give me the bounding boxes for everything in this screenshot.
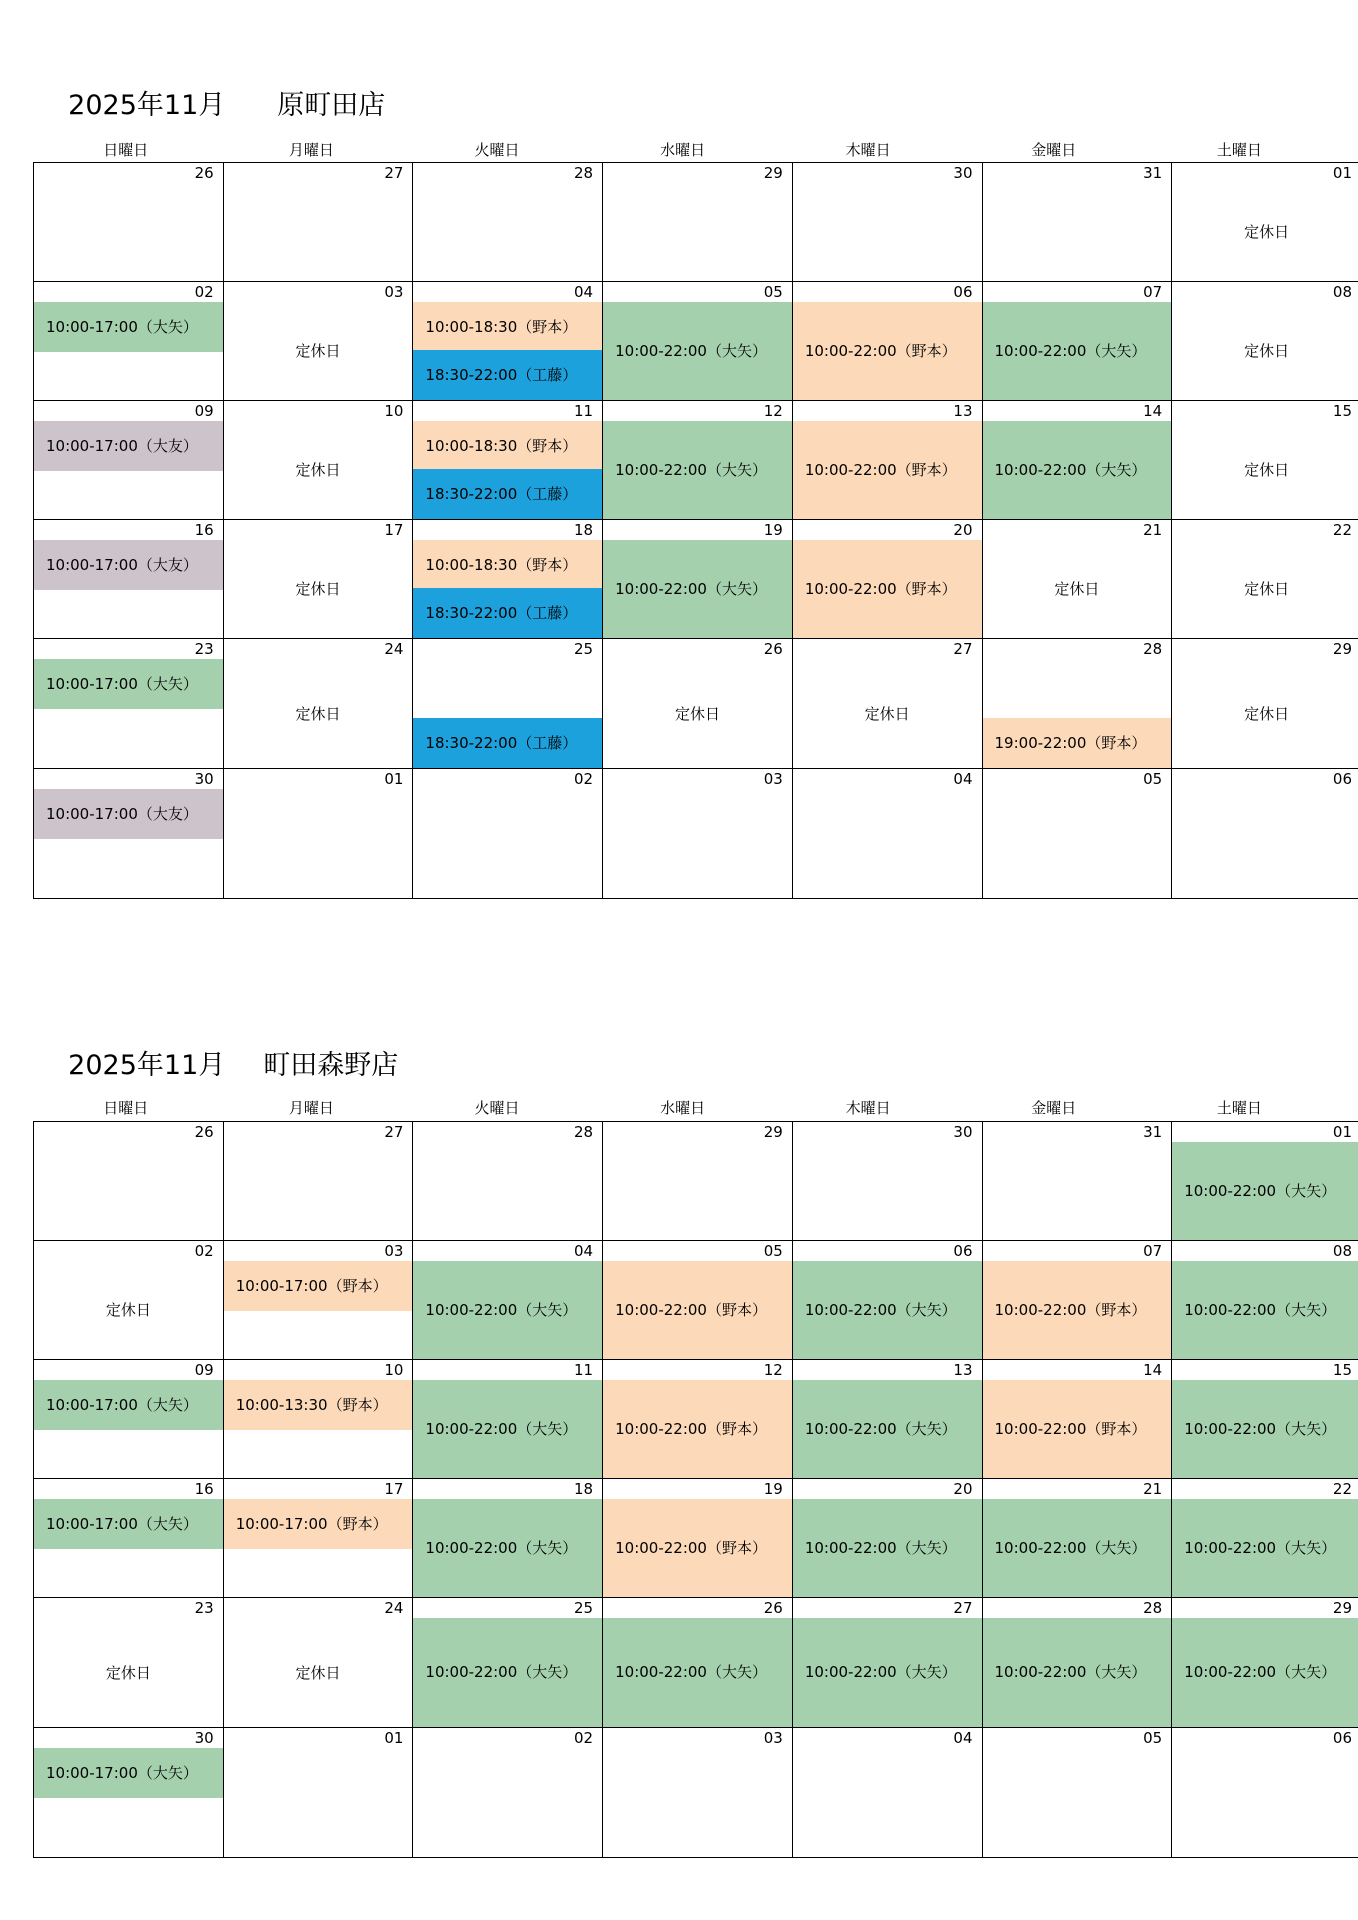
day-number: 11 (574, 402, 594, 420)
day-number: 22 (1332, 1480, 1352, 1498)
shift-block: 10:00-22:00（大矢） (413, 1261, 602, 1359)
shift-block: 10:00-17:00（大友） (34, 421, 223, 471)
calendar-day-cell[interactable] (982, 1241, 1172, 1360)
day-number: 18 (574, 1480, 594, 1498)
day-number: 18 (574, 521, 594, 539)
calendar-week-row (34, 769, 1358, 899)
calendar-week-row (34, 1241, 1358, 1360)
day-number: 15 (1332, 402, 1352, 420)
calendar-day-cell[interactable] (413, 639, 603, 769)
calendar-day-cell[interactable] (603, 1360, 793, 1479)
day-number: 03 (763, 1729, 783, 1747)
day-number: 08 (1332, 1242, 1352, 1260)
weekday-header: 月曜日 (288, 1099, 334, 1117)
day-number: 28 (574, 164, 594, 182)
calendar-day-cell[interactable] (603, 520, 793, 639)
calendar-week-row (34, 163, 1358, 282)
day-number: 28 (574, 1123, 594, 1141)
shift-block: 10:00-22:00（大矢） (413, 1618, 602, 1727)
calendar-day-cell[interactable] (792, 769, 982, 899)
day-number: 04 (574, 1242, 594, 1260)
shift-block: 10:00-22:00（大矢） (1172, 1499, 1358, 1597)
day-number: 02 (574, 1729, 594, 1747)
calendar-day-cell[interactable] (223, 520, 413, 639)
day-number: 20 (953, 521, 973, 539)
calendar-day-cell[interactable] (982, 1479, 1172, 1598)
day-number: 27 (953, 640, 973, 658)
day-number: 21 (1143, 1480, 1163, 1498)
calendar-store-name: 原町田店 (277, 90, 386, 121)
calendar-grid (33, 162, 1358, 899)
calendar-day-cell[interactable] (792, 1728, 982, 1858)
day-number: 31 (1143, 164, 1163, 182)
shift-block: 10:00-17:00（大矢） (34, 1380, 223, 1430)
calendar-day-cell[interactable] (1172, 769, 1358, 899)
day-number: 20 (953, 1480, 973, 1498)
day-number: 07 (1143, 1242, 1163, 1260)
calendar-day-cell[interactable] (223, 1360, 413, 1479)
calendar-day-cell[interactable] (34, 1479, 224, 1598)
day-number: 30 (194, 770, 214, 788)
calendar-day-cell[interactable] (413, 282, 603, 401)
shift-block: 10:00-17:00（大友） (34, 540, 223, 590)
weekday-header: 月曜日 (288, 141, 334, 159)
day-number: 19 (763, 521, 783, 539)
day-number: 04 (953, 1729, 973, 1747)
day-number: 28 (1143, 1599, 1163, 1617)
day-number: 17 (384, 1480, 404, 1498)
shift-block: 10:00-22:00（大矢） (603, 540, 792, 638)
day-number: 30 (953, 164, 973, 182)
calendar-day-cell[interactable] (792, 1122, 982, 1241)
weekday-header: 日曜日 (103, 1099, 149, 1117)
closed-day-label: 定休日 (295, 580, 341, 598)
day-number: 14 (1143, 1361, 1163, 1379)
calendar-day-cell[interactable] (223, 282, 413, 401)
calendar-day-cell[interactable] (413, 769, 603, 899)
day-number: 29 (763, 1123, 783, 1141)
calendar-day-cell[interactable] (1172, 520, 1358, 639)
day-number: 06 (953, 1242, 973, 1260)
calendar-day-cell[interactable] (34, 1241, 224, 1360)
closed-day-label: 定休日 (105, 1301, 151, 1319)
calendar-day-cell[interactable] (34, 401, 224, 520)
day-number: 03 (384, 1242, 404, 1260)
weekday-header: 火曜日 (474, 1099, 520, 1117)
day-number: 05 (763, 1242, 783, 1260)
calendar-store-name: 町田森野店 (263, 1050, 399, 1081)
shift-block: 10:00-22:00（大矢） (983, 302, 1172, 400)
day-number: 01 (1332, 164, 1352, 182)
calendar-day-cell[interactable] (34, 520, 224, 639)
shift-block: 10:00-22:00（野本） (793, 302, 982, 400)
calendar-day-cell[interactable] (34, 1360, 224, 1479)
day-number: 19 (763, 1480, 783, 1498)
weekday-header: 水曜日 (660, 141, 706, 159)
day-number: 02 (194, 283, 214, 301)
calendar-day-cell[interactable] (603, 282, 793, 401)
shift-block: 18:30-22:00（工藤） (413, 718, 602, 768)
closed-day-label: 定休日 (674, 704, 720, 723)
calendar-day-cell[interactable] (413, 1241, 603, 1360)
calendar-day-cell[interactable] (1172, 1728, 1358, 1858)
calendar-day-cell[interactable] (1172, 639, 1358, 769)
day-number: 14 (1143, 402, 1163, 420)
shift-block: 10:00-22:00（大矢） (1172, 1380, 1358, 1478)
calendar-day-cell[interactable] (413, 1598, 603, 1728)
calendar-day-cell[interactable] (982, 163, 1172, 282)
shift-block: 10:00-22:00（大矢） (983, 1618, 1172, 1727)
calendar-day-cell[interactable] (1172, 1598, 1358, 1728)
day-number: 17 (384, 521, 404, 539)
shift-block: 10:00-22:00（野本） (983, 1261, 1172, 1359)
day-number: 06 (1332, 770, 1352, 788)
calendar-day-cell[interactable] (792, 1360, 982, 1479)
calendar-day-cell[interactable] (413, 1122, 603, 1241)
calendar-day-cell[interactable] (223, 401, 413, 520)
calendar-week-row (34, 1122, 1358, 1241)
closed-day-label: 定休日 (295, 1663, 341, 1682)
shift-block: 10:00-22:00（大矢） (793, 1380, 982, 1478)
calendar-day-cell[interactable] (792, 163, 982, 282)
shift-block: 10:00-22:00（野本） (793, 540, 982, 638)
calendar-week-row (34, 401, 1358, 520)
closed-day-label: 定休日 (1244, 342, 1290, 360)
calendar-day-cell[interactable] (603, 1122, 793, 1241)
calendar-day-cell[interactable] (792, 1241, 982, 1360)
shift-block: 10:00-13:30（野本） (224, 1380, 413, 1430)
shift-block: 10:00-17:00（大矢） (34, 1748, 223, 1798)
closed-day-label: 定休日 (295, 461, 341, 479)
calendar-day-cell[interactable] (603, 1728, 793, 1858)
shift-block: 10:00-22:00（大矢） (983, 421, 1172, 519)
day-number: 29 (1332, 1599, 1352, 1617)
calendar-day-cell[interactable] (223, 1728, 413, 1858)
shift-block: 10:00-22:00（大矢） (1172, 1142, 1358, 1240)
shift-block: 10:00-22:00（大矢） (793, 1499, 982, 1597)
calendar-day-cell[interactable] (603, 769, 793, 899)
calendar-day-cell[interactable] (792, 639, 982, 769)
calendar-day-cell[interactable] (34, 1122, 224, 1241)
shift-block: 10:00-22:00（大矢） (603, 1618, 792, 1727)
shift-block: 10:00-22:00（大矢） (793, 1618, 982, 1727)
day-number: 07 (1143, 283, 1163, 301)
day-number: 10 (384, 1361, 404, 1379)
calendar-day-cell[interactable] (223, 1598, 413, 1728)
calendar-day-cell[interactable] (223, 163, 413, 282)
day-number: 01 (384, 1729, 404, 1747)
weekday-header: 土曜日 (1216, 1099, 1262, 1117)
day-number: 27 (953, 1599, 973, 1617)
day-number: 09 (194, 402, 214, 420)
calendar-day-cell[interactable] (982, 1598, 1172, 1728)
shift-block: 10:00-17:00（大矢） (34, 659, 223, 709)
calendar-day-cell[interactable] (223, 1241, 413, 1360)
closed-day-label: 定休日 (1054, 580, 1100, 598)
calendar-day-cell[interactable] (982, 769, 1172, 899)
shift-block: 10:00-17:00（大友） (34, 789, 223, 839)
day-number: 23 (194, 640, 214, 658)
shift-block: 18:30-22:00（工藤） (413, 350, 602, 400)
day-number: 05 (763, 283, 783, 301)
day-number: 05 (1143, 1729, 1163, 1747)
calendar-grid (33, 1121, 1358, 1858)
day-number: 24 (384, 640, 404, 658)
calendar-day-cell[interactable] (223, 769, 413, 899)
calendar-day-cell[interactable] (982, 639, 1172, 769)
calendar-day-cell[interactable] (982, 1122, 1172, 1241)
calendar-day-cell[interactable] (34, 639, 224, 769)
day-number: 12 (763, 1361, 783, 1379)
calendar-week-row (34, 282, 1358, 401)
closed-day-label: 定休日 (295, 704, 341, 723)
shift-block: 10:00-22:00（野本） (603, 1380, 792, 1478)
day-number: 04 (574, 283, 594, 301)
day-number: 26 (194, 164, 214, 182)
day-number: 12 (763, 402, 783, 420)
shift-block: 10:00-17:00（大矢） (34, 1499, 223, 1549)
calendar-day-cell[interactable] (34, 282, 224, 401)
shift-block: 10:00-17:00（野本） (224, 1261, 413, 1311)
day-number: 27 (384, 1123, 404, 1141)
shift-block: 10:00-22:00（大矢） (1172, 1261, 1358, 1359)
shift-block: 10:00-22:00（野本） (793, 421, 982, 519)
day-number: 28 (1143, 640, 1163, 658)
day-number: 26 (194, 1123, 214, 1141)
calendar-day-cell[interactable] (603, 1479, 793, 1598)
day-number: 11 (574, 1361, 594, 1379)
day-number: 16 (194, 521, 214, 539)
day-number: 29 (763, 164, 783, 182)
shift-block: 19:00-22:00（野本） (983, 718, 1172, 768)
day-number: 15 (1332, 1361, 1352, 1379)
shift-block: 10:00-22:00（大矢） (603, 302, 792, 400)
day-number: 30 (194, 1729, 214, 1747)
calendar-day-cell[interactable] (34, 163, 224, 282)
day-number: 24 (384, 1599, 404, 1617)
day-number: 01 (384, 770, 404, 788)
shift-block: 10:00-22:00（野本） (603, 1499, 792, 1597)
day-number: 30 (953, 1123, 973, 1141)
day-number: 05 (1143, 770, 1163, 788)
calendar-day-cell[interactable] (34, 769, 224, 899)
shift-block: 10:00-22:00（大矢） (603, 421, 792, 519)
calendar-day-cell[interactable] (792, 401, 982, 520)
day-number: 23 (194, 1599, 214, 1617)
shift-block: 10:00-17:00（大矢） (34, 302, 223, 352)
shift-block: 10:00-22:00（大矢） (793, 1261, 982, 1359)
closed-day-label: 定休日 (1244, 461, 1290, 479)
shift-block: 18:30-22:00（工藤） (413, 588, 602, 638)
day-number: 03 (763, 770, 783, 788)
weekday-header: 木曜日 (845, 1099, 891, 1117)
day-number: 03 (384, 283, 404, 301)
calendar-week-row (34, 520, 1358, 639)
day-number: 25 (574, 1599, 594, 1617)
shift-block: 10:00-18:30（野本） (413, 302, 602, 352)
shift-block: 10:00-22:00（大矢） (413, 1380, 602, 1478)
shift-block: 18:30-22:00（工藤） (413, 469, 602, 519)
calendar-day-cell[interactable] (1172, 1479, 1358, 1598)
day-number: 06 (1332, 1729, 1352, 1747)
weekday-header: 日曜日 (103, 141, 149, 159)
calendar-day-cell[interactable] (223, 639, 413, 769)
shift-block: 10:00-22:00（大矢） (983, 1499, 1172, 1597)
shift-block: 10:00-22:00（大矢） (1172, 1618, 1358, 1727)
day-number: 29 (1332, 640, 1352, 658)
shift-block: 10:00-18:30（野本） (413, 540, 602, 590)
weekday-header: 金曜日 (1031, 141, 1077, 159)
day-number: 22 (1332, 521, 1352, 539)
shift-block: 10:00-22:00（野本） (603, 1261, 792, 1359)
weekday-header: 水曜日 (660, 1099, 706, 1117)
calendar-day-cell[interactable] (603, 163, 793, 282)
day-number: 25 (574, 640, 594, 658)
calendar-week-row (34, 639, 1358, 769)
calendar-day-cell[interactable] (792, 1479, 982, 1598)
calendar-day-cell[interactable] (34, 1728, 224, 1858)
calendar-day-cell[interactable] (1172, 1122, 1358, 1241)
calendar-day-cell[interactable] (413, 1360, 603, 1479)
day-number: 26 (763, 640, 783, 658)
calendar-day-cell[interactable] (1172, 401, 1358, 520)
day-number: 31 (1143, 1123, 1163, 1141)
day-number: 02 (574, 770, 594, 788)
day-number: 08 (1332, 283, 1352, 301)
weekday-header: 土曜日 (1216, 141, 1262, 159)
calendar-day-cell[interactable] (1172, 1241, 1358, 1360)
day-number: 13 (953, 1361, 973, 1379)
calendar-day-cell[interactable] (603, 639, 793, 769)
calendar-day-cell[interactable] (982, 1360, 1172, 1479)
calendar-day-cell[interactable] (603, 1598, 793, 1728)
calendar-day-cell[interactable] (413, 1728, 603, 1858)
day-number: 09 (194, 1361, 214, 1379)
shift-block: 10:00-18:30（野本） (413, 421, 602, 471)
weekday-header: 木曜日 (845, 141, 891, 159)
calendar-day-cell[interactable] (413, 401, 603, 520)
shift-block: 10:00-22:00（大矢） (413, 1499, 602, 1597)
calendar-title (51, 1012, 398, 1082)
calendar-day-cell[interactable] (1172, 163, 1358, 282)
calendar-month: 2025年11月 (68, 90, 226, 121)
calendar-day-cell[interactable] (34, 1598, 224, 1728)
closed-day-label: 定休日 (295, 342, 341, 360)
day-number: 01 (1332, 1123, 1352, 1141)
calendar-day-cell[interactable] (982, 282, 1172, 401)
calendar-day-cell[interactable] (413, 520, 603, 639)
calendar-day-cell[interactable] (603, 401, 793, 520)
calendar-day-cell[interactable] (792, 520, 982, 639)
calendar-day-cell[interactable] (1172, 282, 1358, 401)
day-number: 16 (194, 1480, 214, 1498)
calendar-day-cell[interactable] (413, 1479, 603, 1598)
day-number: 13 (953, 402, 973, 420)
calendar-day-cell[interactable] (792, 1598, 982, 1728)
day-number: 27 (384, 164, 404, 182)
calendar-day-cell[interactable] (982, 401, 1172, 520)
closed-day-label: 定休日 (864, 704, 910, 723)
calendar-day-cell[interactable] (982, 520, 1172, 639)
day-number: 02 (194, 1242, 214, 1260)
closed-day-label: 定休日 (1244, 580, 1290, 598)
calendar-month: 2025年11月 (68, 1050, 226, 1081)
calendar-day-cell[interactable] (1172, 1360, 1358, 1479)
calendar-day-cell[interactable] (223, 1479, 413, 1598)
closed-day-label: 定休日 (1244, 704, 1290, 723)
day-number: 10 (384, 402, 404, 420)
calendar-day-cell[interactable] (413, 163, 603, 282)
calendar-week-row (34, 1598, 1358, 1728)
calendar-week-row (34, 1479, 1358, 1598)
weekday-header: 金曜日 (1031, 1099, 1077, 1117)
calendar-day-cell[interactable] (223, 1122, 413, 1241)
day-number: 04 (953, 770, 973, 788)
calendar-day-cell[interactable] (603, 1241, 793, 1360)
calendar-week-row (34, 1360, 1358, 1479)
closed-day-label: 定休日 (1244, 223, 1290, 241)
shift-block: 10:00-17:00（野本） (224, 1499, 413, 1549)
day-number: 26 (763, 1599, 783, 1617)
day-number: 06 (953, 283, 973, 301)
day-number: 21 (1143, 521, 1163, 539)
shift-block: 10:00-22:00（野本） (983, 1380, 1172, 1478)
calendar-title (51, 52, 385, 122)
closed-day-label: 定休日 (105, 1663, 151, 1682)
weekday-header: 火曜日 (474, 141, 520, 159)
calendar-day-cell[interactable] (792, 282, 982, 401)
calendar-week-row (34, 1728, 1358, 1858)
calendar-day-cell[interactable] (982, 1728, 1172, 1858)
